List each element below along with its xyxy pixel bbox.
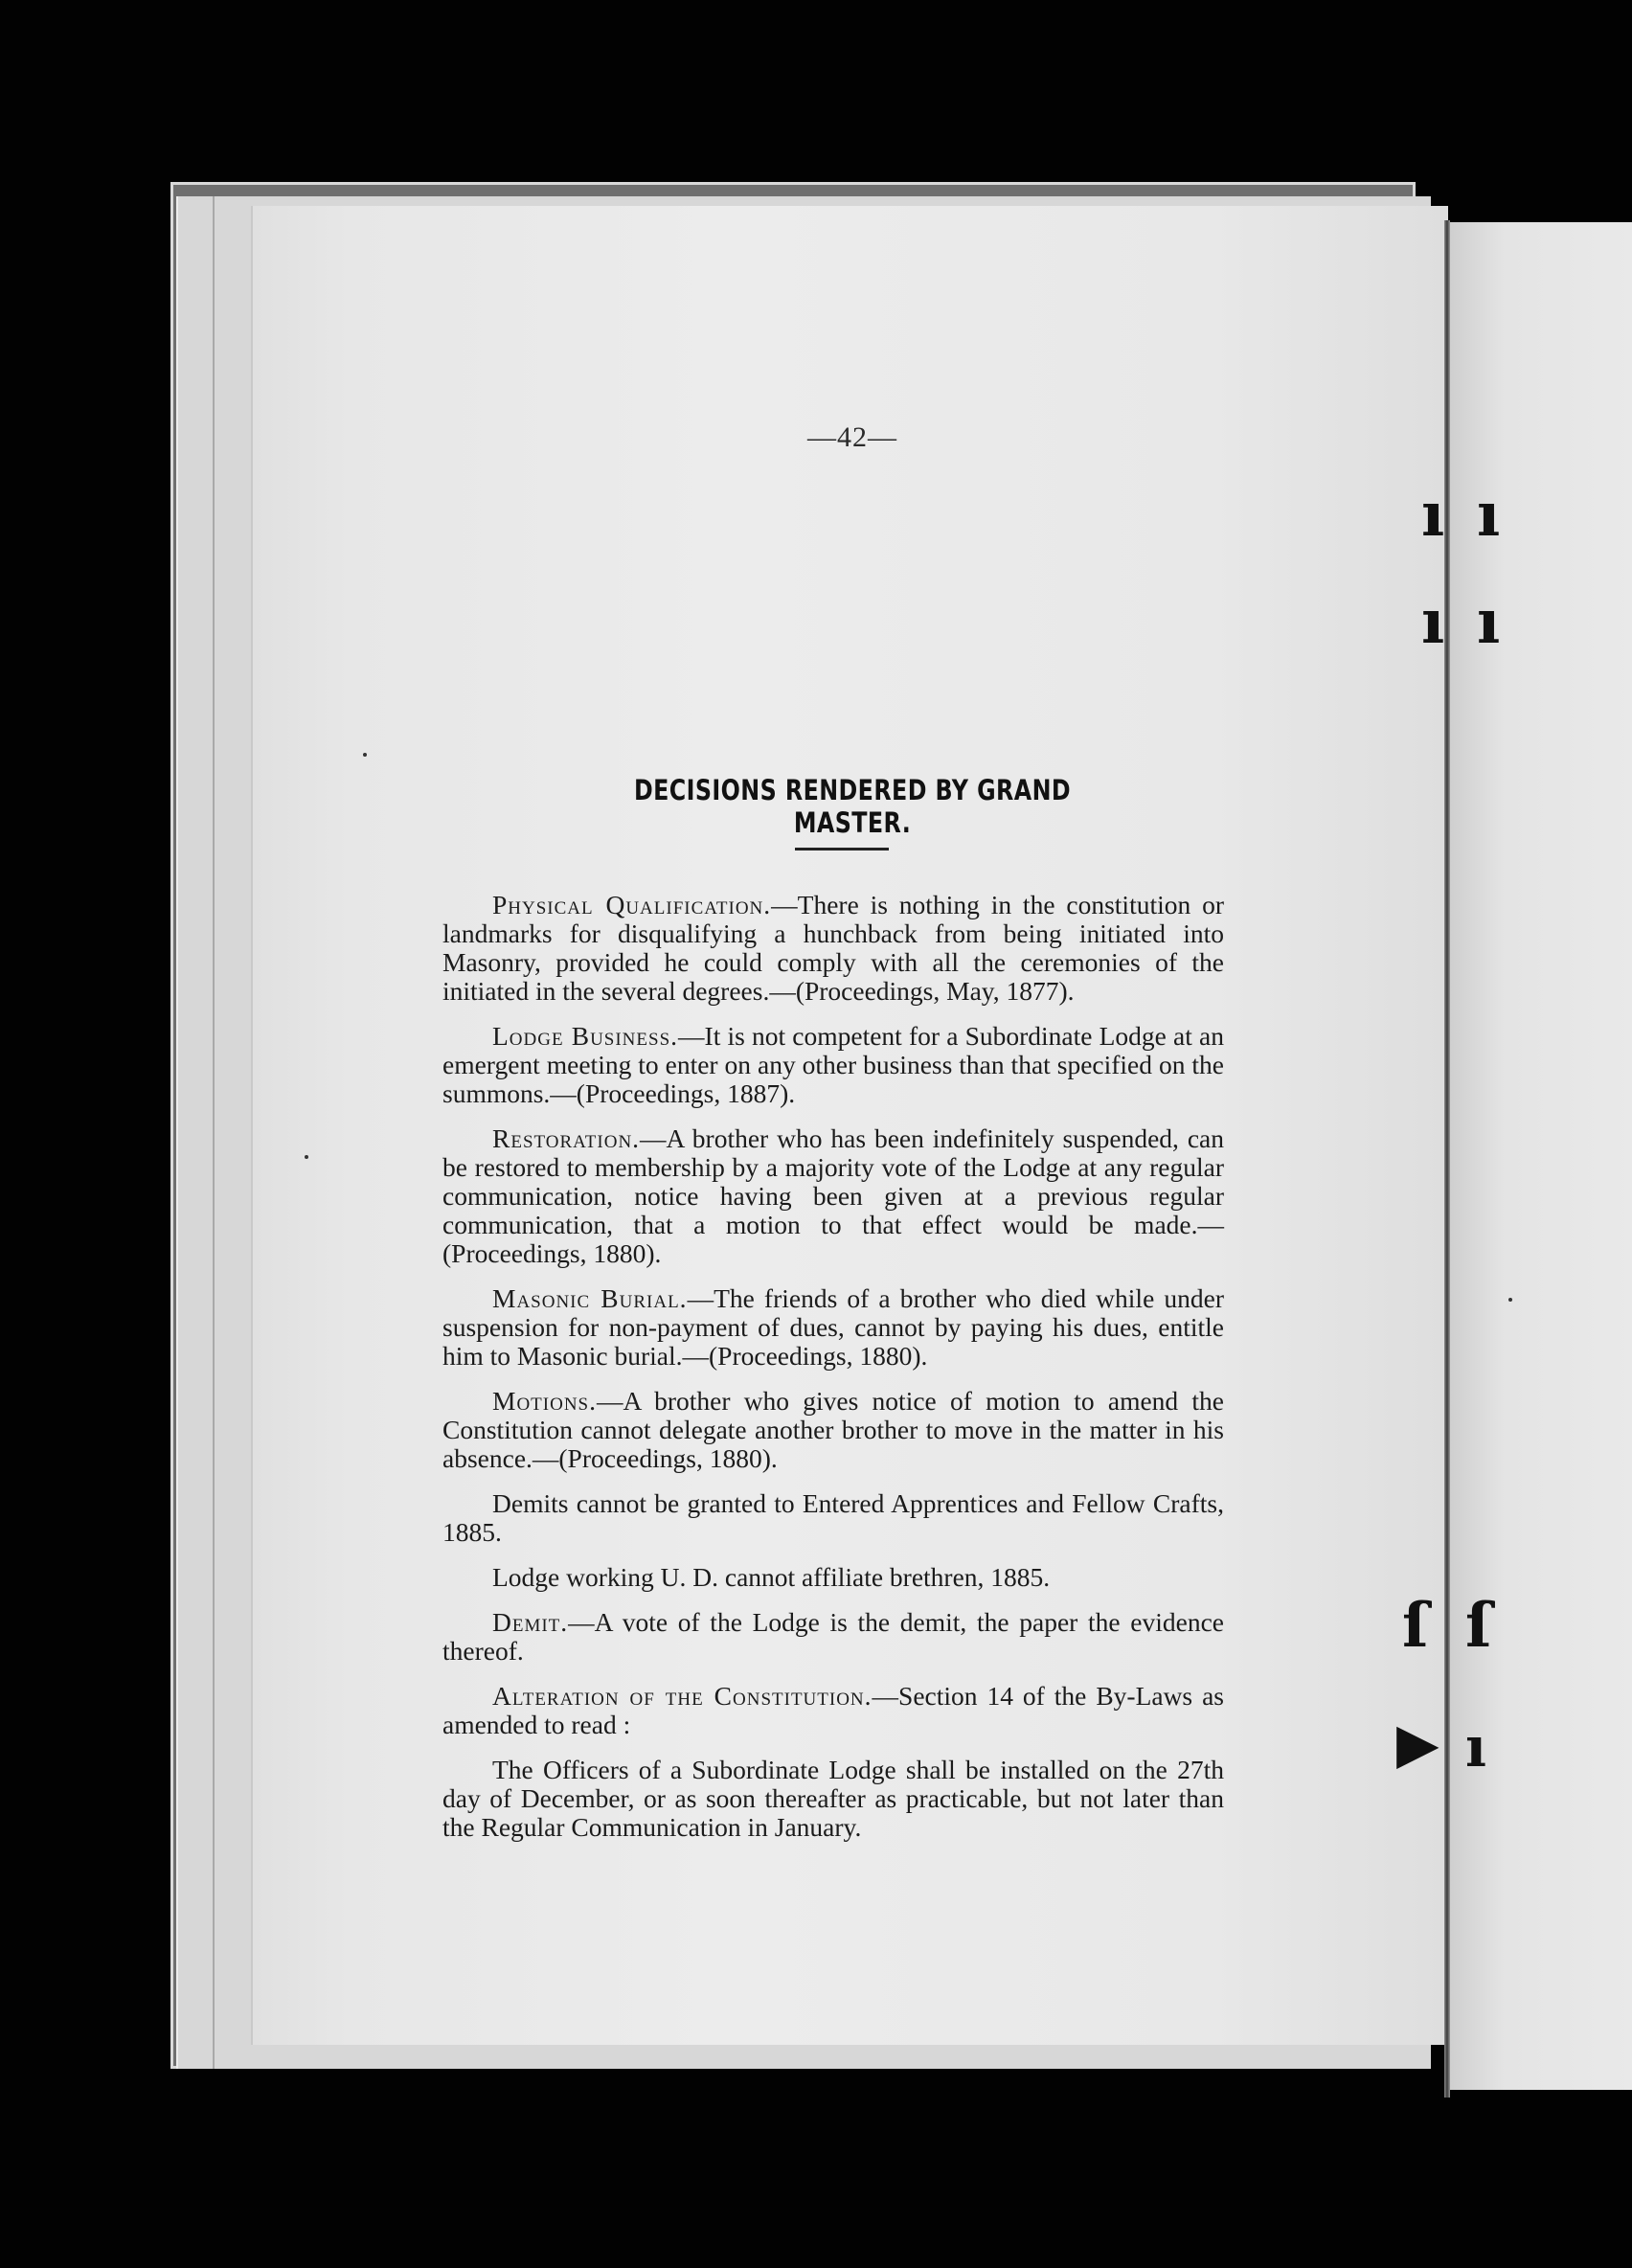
paragraph-lead: Restoration. [492,1123,641,1153]
paragraph-text: —A brother who has been indefinitely suspended, can be restored to membership by a majority vote of the Lodge at any regular communication, notice having been given at a previous regular communication, that a motion to that effect would be made.—(Proceedings, 1880). [442,1123,1224,1268]
paragraph-text: Lodge working U. D. cannot affiliate brethren, 1885. [492,1562,1051,1592]
dust-speck [1508,1298,1512,1302]
paragraph-demits [442,1489,1224,1547]
decisions-text [442,891,1224,1858]
binding-stitch: ı [1421,479,1445,551]
paragraph-text: —A brother who gives notice of motion to amend the Constitution cannot delegate another brother to move in the matter in his absence.—(Proceedings, 1880). [442,1386,1224,1473]
paragraph-motions [442,1387,1224,1473]
paragraph-lead: Motions. [492,1386,597,1416]
binding-stitch: ı [1477,479,1501,551]
paragraph-lodge-business [442,1022,1224,1108]
paragraph-officers [442,1756,1224,1842]
paragraph-restoration [442,1124,1224,1268]
paragraph-physical-qualification [442,891,1224,1006]
page-number: —42— [807,421,897,453]
binding-stitch: ſ [1465,1590,1492,1662]
paragraph-lodge-working [442,1563,1224,1592]
paragraph-lead: Masonic Burial. [492,1283,688,1313]
paragraph-text: —Section 14 of the By-Laws as amended to read : [442,1681,1224,1739]
paragraph-text: —A vote of the Lodge is the demit, the paper the evidence thereof. [442,1607,1224,1666]
binding-stitch: ▶ [1396,1711,1439,1776]
binding-fold [1444,220,1450,2098]
binding-stitch: ı [1477,586,1501,658]
paragraph-lead: Alteration of the Constitution. [492,1681,873,1711]
paragraph-lead: Lodge Business. [492,1021,679,1051]
paragraph-text: The Officers of a Subordinate Lodge shall be installed on the 27th day of December, or as soon thereafter as practicable, but not later than the Regular Communication in January. [442,1755,1224,1842]
paragraph-alteration [442,1682,1224,1739]
page-heading: DECISIONS RENDERED BY GRAND MASTER. [633,774,1072,839]
dust-speck [305,1155,308,1159]
binding-stitch: ı [1465,1714,1487,1780]
paragraph-lead: Physical Qualification. [492,890,772,919]
binding-stitch: ſ [1402,1590,1429,1662]
paragraph-masonic-burial [442,1284,1224,1371]
paragraph-text: —There is nothing in the constitution or landmarks for disqualifying a hunchback from being initiated into Masonry, provided he could comply with all the ceremonies of the initiated in the several degrees.—(Proceedings, May, 1877). [442,890,1224,1006]
paragraph-lead: Demit. [492,1607,569,1637]
paragraph-text: —It is not competent for a Subordinate Lodge at an emergent meeting to enter on any other business than that specified on the summons.—(Proceedings, 1887). [442,1021,1224,1108]
paragraph-text: Demits cannot be granted to Entered Apprentices and Fellow Crafts, 1885. [442,1488,1224,1547]
paragraph-text: —The friends of a brother who died while under suspension for non-payment of dues, cannot by paying his dues, entitle him to Masonic burial.—(Proceedings, 1880). [442,1283,1224,1371]
paragraph-demit [442,1608,1224,1666]
binding-stitch: ı [1421,586,1445,658]
dust-speck [363,753,367,757]
heading-rule [795,848,889,850]
